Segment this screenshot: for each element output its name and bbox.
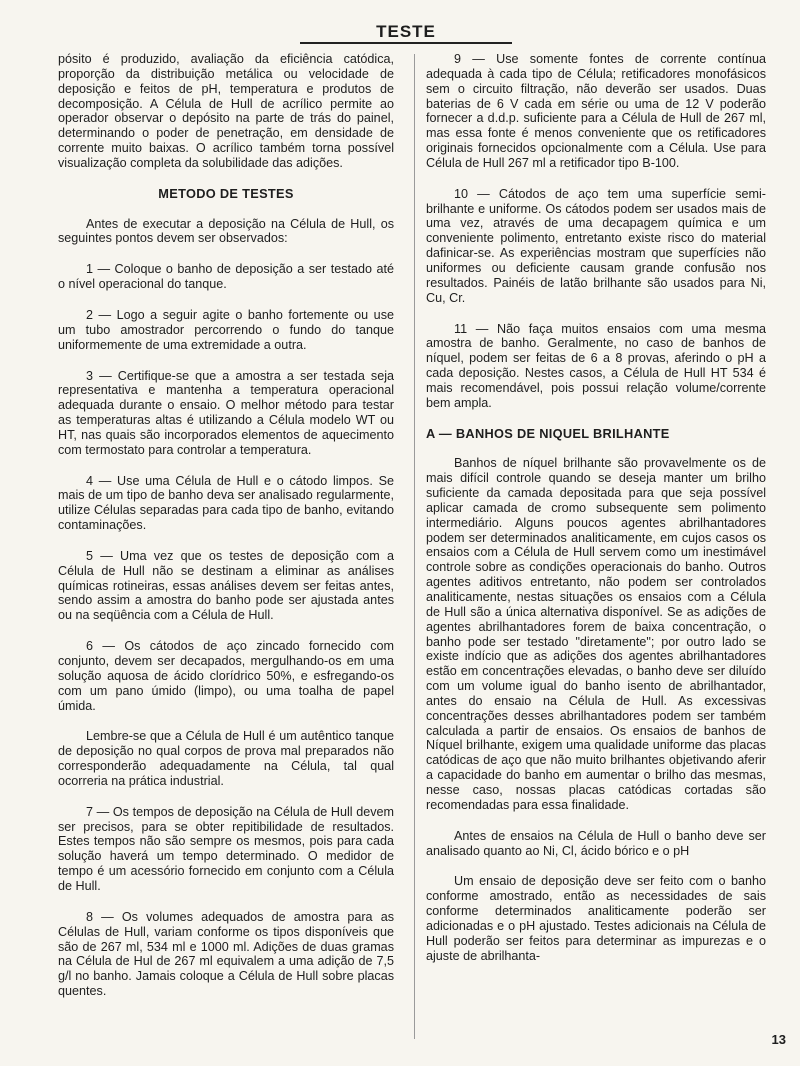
paragraph: 6 — Os cátodos de aço zincado fornecido com conjunto, devem ser decapados, mergulhando-os em uma solução aquosa de ácido clorídrico 50%, e esfregando-os com um pano úmido (limpo), ou uma toalha de papel úmida. bbox=[58, 639, 394, 713]
paragraph: 10 — Cátodos de aço tem uma superfície semi-brilhante e uniforme. Os cátodos podem ser usados mais de uma vez, através de uma decapagem química e um conveniente polimento, entretanto existe risco do material dafinicar-se. As experiências mostram que superfícies não uniformes ou deficiente causam grande confusão nos resultados. Painéis de latão brilhante são usados para Ni, Cu, Cr. bbox=[426, 186, 766, 305]
column-divider bbox=[414, 54, 415, 1039]
paragraph: Banhos de níquel brilhante são provavelmente os de mais difícil controle quando se deseja manter um brilho suficiente da camada depositada para que seja possível aplicar camada de cromo subsequente sem polimento intermediário. Alguns poucos agentes abrilhantadores podem ser determinados analiticamente, em cujos casos os ensaios com a Célula de Hull servem como um inestimável controle sobre as condições operacionais do banho. Outros agentes aditivos entretanto, não podem ser controlados analiticamente, nestas situações os ensaios com a Célula de Hull são a única alternativa disponível. Se as adições de agentes abrilhantadores forem de baixa concentração, o banho pode ser testado "diretamente"; por outro lado se existe indício que as adições dos agentes abrilhantadores estão em concentrações elevadas, o banho deve ser diluído com um volume igual do banho isento de abrilhantador, antes do ensaio na Célula de Hull. As excessivas concentrações desses abrilhantadores podem ser também calculada a partir de ensaios. Os ensaios de banhos de Níquel brilhante, exigem uma qualidade uniforme das placas catódicas de aço que não muito brilhantes objetivando aferir a capacidade do banho em aumentar o brilho das mesmas, nesse caso, nossas placas catódicas cortadas são recomendadas para essa finalidade. bbox=[426, 456, 766, 812]
paragraph: 3 — Certifique-se que a amostra a ser testada seja representativa e mantenha a temperatura operacional adequada durante o ensaio. O melhor método para testar as temperaturas altas é utilizando a Célula modelo WT ou HT, nas quais são incorporados elementos de aquecimento com termostato para controlar a temperatura. bbox=[58, 368, 394, 457]
paragraph: Antes de executar a deposição na Célula de Hull, os seguintes pontos devem ser observados: bbox=[58, 216, 394, 246]
page-header-title: TESTE bbox=[376, 22, 436, 41]
left-column bbox=[58, 52, 394, 1015]
paragraph: 9 — Use somente fontes de corrente contínua adequada à cada tipo de Célula; retificadores monofásicos sem o circuito filtração, não deverão ser usados. Duas baterias de 6 V cada em série ou uma de 12 V poderão fornecer a d.d.p. suficiente para a Célula de Hull de 267 ml, mas essa fonte é menos conveniente que os retificadores originais fornecidos opcionalmente com a Célula. Use para Célula de Hull 267 ml a retificador tipo B-100. bbox=[426, 52, 766, 170]
paragraph: Lembre-se que a Célula de Hull é um autêntico tanque de deposição no qual corpos de prova mal preparados não corresponderão adequadamente na Célula, tal qual ocorreria na prática industrial. bbox=[58, 729, 394, 788]
paragraph: 8 — Os volumes adequados de amostra para as Células de Hull, variam conforme os tipos disponíveis que são de 267 ml, 534 ml e 1000 ml. Adições de duas gramas na Célula de Hul de 267 ml equivalem a uma adição de 7,5 g/l no banho. Jamais coloque a Célula de Hull sobre placas quentes. bbox=[58, 909, 394, 999]
paragraph: Um ensaio de deposição deve ser feito com o banho conforme amostrado, então as necessidades de sais conforme determinados analiticamente poderão ser adicionadas e o pH ajustado. Testes adicionais na Célula de Hull poderão ser feitos para determinar as impurezas e o ajuste de abrilhanta- bbox=[426, 874, 766, 963]
section-title-banhos: A — BANHOS DE NIQUEL BRILHANTE bbox=[426, 425, 670, 441]
paragraph: Antes de ensaios na Célula de Hull o banho deve ser analisado quanto ao Ni, Cl, ácido bórico e o pH bbox=[426, 828, 766, 858]
paragraph: pósito é produzido, avaliação da eficiência catódica, proporção da distribuição metálica ou velocidade de deposição e feitos de pH, temperatura e produtos de decomposição. A Célula de Hull de acrílico permite ao operador observar o depósito na parte de trás do painel, determinando o poder de penetração, em densidade de corrente muito baixas. O acrílico também torna possível visualização completa da solubilidade das adições. bbox=[58, 52, 394, 170]
paragraph: 1 — Coloque o banho de deposição a ser testado até o nível operacional do tanque. bbox=[58, 262, 394, 292]
paragraph: 5 — Uma vez que os testes de deposição com a Célula de Hull não se destinam a eliminar as análises químicas rotineiras, essas análises devem ser feitas antes, sendo assim a amostra do banho pode ser ajustada antes ou na seqüência com a Célula de Hull. bbox=[58, 548, 394, 623]
page-number: 13 bbox=[771, 1032, 786, 1047]
paragraph: 2 — Logo a seguir agite o banho fortemente ou use um tubo amostrador percorrendo o fundo do tanque uniformemente de uma extremidade a outra. bbox=[58, 307, 394, 352]
paragraph: 11 — Não faça muitos ensaios com uma mesma amostra de banho. Geralmente, no caso de banhos de níquel, podem ser feitas de 6 a 8 provas, aferindo o pH a cada deposição. Nestes casos, a Célula de Hull HT 534 é mais recomendável, pois possui relação volume/corrente bem ampla. bbox=[426, 321, 766, 410]
right-column bbox=[426, 52, 766, 979]
paragraph: 7 — Os tempos de deposição na Célula de Hull devem ser precisos, para se obter repitibilidade de resultados. Estes tempos não são sempre os mesmos, pois para cada solução haverá um tempo determinado. O medidor de tempo é um acessório fornecido em conjunto com a Célula de Hull. bbox=[58, 804, 394, 893]
header-rule bbox=[300, 42, 512, 44]
section-title-metodo: METODO DE TESTES bbox=[158, 185, 294, 201]
paragraph: 4 — Use uma Célula de Hull e o cátodo limpos. Se mais de um tipo de banho deva ser analisado regularmente, utilize Células separadas para cada tipo de banho, evitando contaminações. bbox=[58, 473, 394, 533]
